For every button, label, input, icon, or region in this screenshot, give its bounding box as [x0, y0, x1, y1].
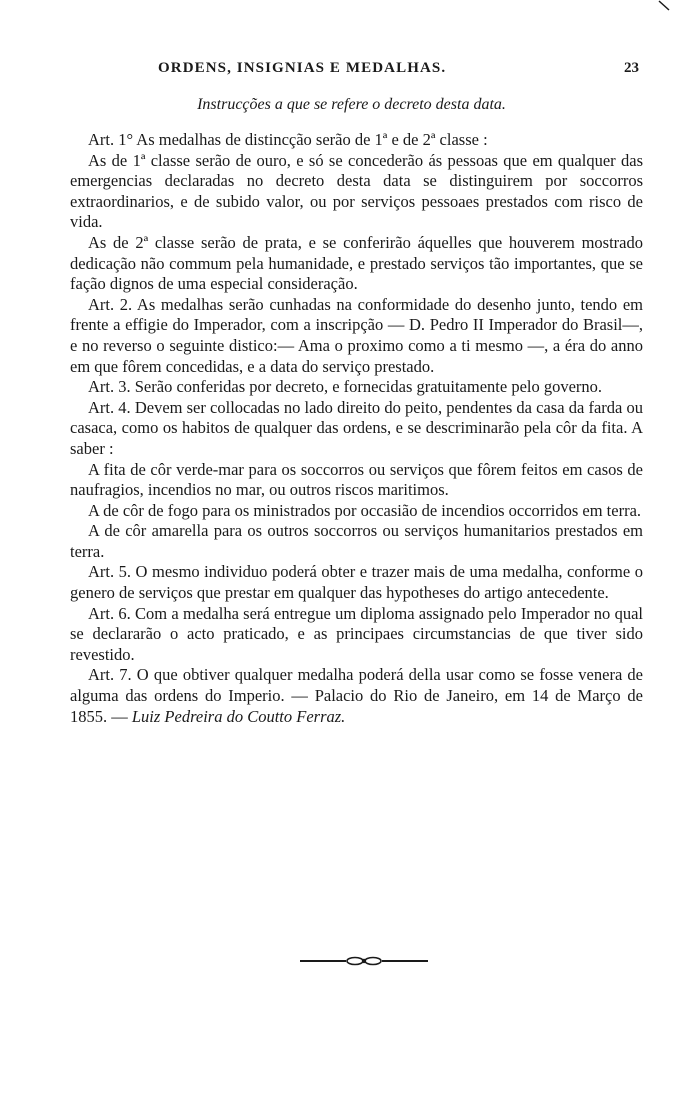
end-ornament: [298, 951, 430, 971]
page-number: 23: [624, 60, 639, 76]
paragraph: A de côr de fogo para os ministrados por occasião de incendios occorridos em terra.: [88, 500, 642, 520]
paragraph: A de côr amarella para os outros soccorros ou serviços humanitarios prestados em terra.: [70, 521, 643, 561]
running-title: ORDENS, INSIGNIAS E MEDALHAS.: [158, 60, 447, 76]
last-paragraph-text: Art. 7. O que obtiver qualquer medalha poderá della usar como se fosse venera de alguma das ordens do Imperio. — Palacio do Rio de Janeiro, em 14 de Março de 1855. —: [70, 665, 643, 726]
paragraph: Art. 1° As medalhas de distincção serão de 1ª e de 2ª classe :: [88, 130, 488, 149]
last-paragraph: [70, 665, 643, 727]
signature: Luiz Pedreira do Coutto Ferraz.: [131, 706, 346, 726]
paragraph: Art. 6. Com a medalha será entregue um diploma assignado pelo Imperador no qual se declararão o acto praticado, e as principaes circumstancias de que tiver sido revestido.: [70, 603, 643, 664]
page-header: [70, 60, 645, 82]
paragraph: Art. 3. Serão conferidas por decreto, e fornecidas gratuitamente pelo governo.: [88, 377, 603, 397]
paragraph: As de 2ª classe serão de prata, e se conferirão áquelles que houverem mostrado dedicação não commum pela humanidade, e prestado serviços tão importantes, que se fação dignos de uma especial consideração.: [70, 232, 643, 294]
paragraph: Art. 5. O mesmo individuo poderá obter e trazer mais de uma medalha, conforme o genero de serviços que prestar em qualquer das hypotheses do artigo antecedente.: [70, 562, 643, 603]
body-text: [70, 126, 643, 727]
paragraph: Art. 4. Devem ser collocadas no lado direito do peito, pendentes da casa da farda ou casaca, como os habitos de qualquer das ordens, e se descriminarão pela côr da fita. A saber :: [70, 397, 643, 458]
paragraph: Art. 2. As medalhas serão cunhadas na conformidade do desenho junto, tendo em frente a effigie do Imperador, com a inscripção — D. Pedro II Imperador do Brasil—, e no reverso o seguinte distico:— Ama o proximo como a ti mesmo —, a éra do anno em que fôrem concedidas, e a data do serviço prestado.: [70, 294, 643, 376]
corner-mark: [657, 0, 671, 12]
paragraph: As de 1ª classe serão de ouro, e só se concederão ás pessoas que em qualquer das emergencias declaradas no decreto desta data se distinguirem por soccorros extraordinarios, e de subido valor, ou por serviços pessoaes prestados com risco de vida.: [70, 150, 643, 232]
paragraph: A fita de côr verde-mar para os soccorros ou serviços que fôrem feitos em casos de naufragios, incendios no mar, ou outros riscos maritimos.: [70, 459, 643, 500]
section-subtitle: Instrucções a que se refere o decreto desta data.: [197, 96, 506, 113]
